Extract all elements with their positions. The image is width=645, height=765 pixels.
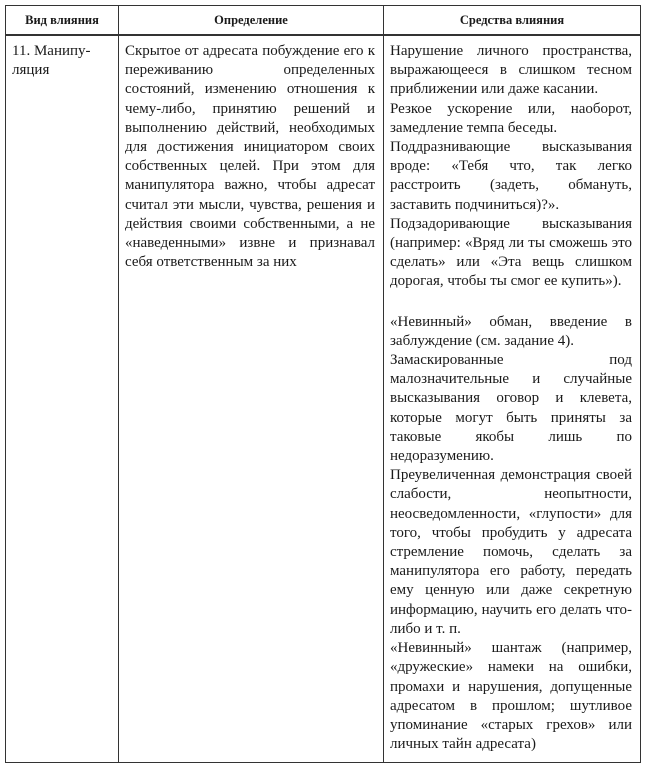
means-item: Поддразнивающие высказывания вроде: «Тебя что, так легко расстроить (задеть, обмануть, заставить подчиниться)?». xyxy=(390,139,632,213)
header-means: Средства влияния xyxy=(384,6,641,36)
table-header-row xyxy=(6,6,641,36)
means-item: Резкое ускорение или, наоборот, замедление темпа беседы. xyxy=(390,100,632,136)
cell-means xyxy=(384,35,641,763)
means-item: Замаскированные под малозначительные и случайные высказывания оговор и клевета, которые могут быть приняты за таковые якобы лишь по недоразумению. xyxy=(390,352,632,465)
header-kind: Вид влияния xyxy=(6,6,119,36)
table-row xyxy=(6,35,641,763)
kind-text: 11. Манипуляция xyxy=(12,43,91,79)
definition-text: Скрытое от адресата побуждение его к переживанию определенных состояний, изменению отношения к чему-либо, принятию решений и выполнению действий, необходимых для достижения инициатором своих собственных целей. При этом для манипулятора важно, чтобы адресат считал эти мысли, чувства, решения и действия своими собственными, а не «наведенными» извне и признавал себя ответственным за них xyxy=(125,43,375,271)
means-item: Преувеличенная демонстрация своей слабости, неопытности, неосведомленности, «глупости» для того, чтобы пробудить у адресата стремление помочь, сделать за манипулятора его работу, передать ему ценную или даже секретную информацию, научить его делать что-либо и т. п. xyxy=(390,467,632,637)
means-item: Подзадоривающие высказывания (например: «Вряд ли ты сможешь это сделать» или «Эта вещь слишком дорогая, чтобы ты смог ее купить»). xyxy=(390,215,632,290)
header-definition: Определение xyxy=(119,6,384,36)
cell-kind xyxy=(6,35,119,763)
means-item: Нарушение личного пространства, выражающееся в слишком тесном приближении или даже касании. xyxy=(390,43,632,98)
cell-definition xyxy=(119,35,384,763)
influence-table xyxy=(5,5,641,763)
means-item: «Невинный» шантаж (например, «дружеские» намеки на ошибки, промахи и нарушения, допущенные адресатом в прошлом; шутливое упоминание «старых грехов» или личных тайн адресата) xyxy=(390,640,632,753)
means-item: «Невинный» обман, введение в заблуждение (см. задание 4). xyxy=(390,313,632,349)
